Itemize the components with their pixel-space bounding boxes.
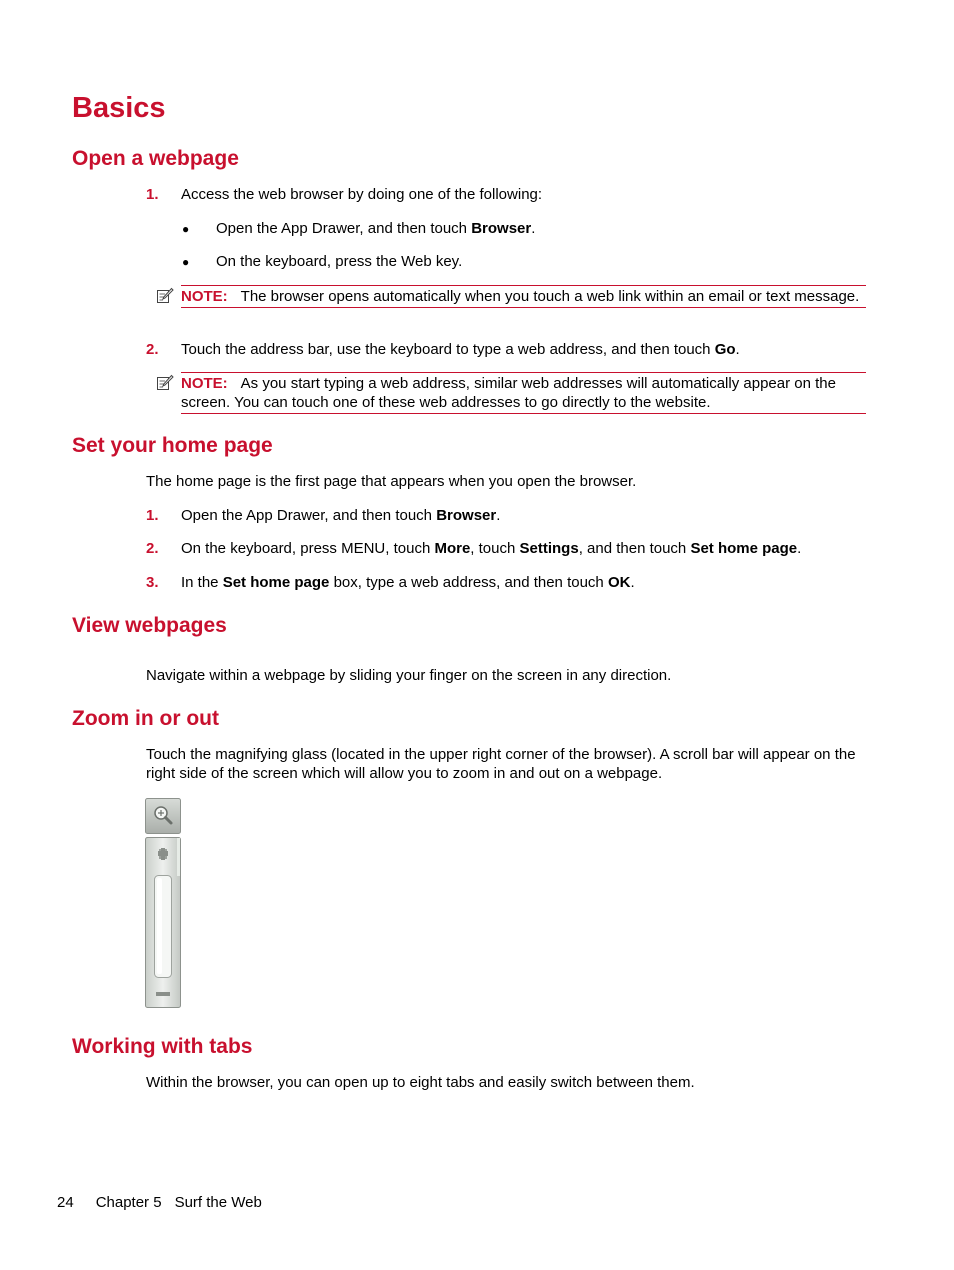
bullet-dot: ● bbox=[182, 255, 190, 269]
note-text: The browser opens automatically when you touch a web link within an email or text message. bbox=[240, 288, 860, 305]
body-text: Within the browser, you can open up to eight tabs and easily switch between them. bbox=[146, 1074, 695, 1091]
step-number: 1. bbox=[146, 507, 159, 524]
chapter-title: Surf the Web bbox=[174, 1194, 262, 1211]
intro-text: The home page is the first page that appears when you open the browser. bbox=[146, 473, 637, 490]
note-label: NOTE: bbox=[181, 375, 228, 392]
bullet-item: On the keyboard, press the Web key. bbox=[216, 253, 463, 270]
note-text: As you start typing a web address, similar web addresses will automatically appear on the screen. You can touch one of these web addresses to go directly to the website. bbox=[181, 375, 836, 411]
bullet-item: Open the App Drawer, and then touch Browser. bbox=[216, 220, 536, 237]
slider-rail bbox=[155, 876, 172, 978]
step-text: On the keyboard, press MENU, touch More, touch Settings, and then touch Set home page. bbox=[181, 540, 802, 557]
zoom-control-illustration bbox=[145, 798, 182, 1015]
step-text: In the Set home page box, type a web address, and then touch OK. bbox=[181, 574, 635, 591]
step-text: Open the App Drawer, and then touch Browser. bbox=[181, 507, 501, 524]
body-text: Touch the magnifying glass (located in the upper right corner of the browser). A scroll bar will appear on the right side of the screen which will allow you to zoom in and out on a webpage. bbox=[146, 746, 856, 782]
step-number: 1. bbox=[146, 186, 159, 203]
page-number: 24 bbox=[57, 1194, 74, 1211]
note-box bbox=[181, 372, 866, 414]
magnifier-button bbox=[146, 799, 181, 834]
step-number: 2. bbox=[146, 540, 159, 557]
heading-home-page: Set your home page bbox=[72, 434, 273, 457]
note-icon bbox=[156, 287, 174, 310]
page-footer bbox=[57, 1193, 262, 1212]
page-title: Basics bbox=[72, 92, 166, 124]
note-icon bbox=[156, 374, 174, 397]
bullet-dot: ● bbox=[182, 222, 190, 236]
heading-tabs: Working with tabs bbox=[72, 1035, 253, 1058]
body-text: Navigate within a webpage by sliding your finger on the screen in any direction. bbox=[146, 667, 672, 684]
step-text: Access the web browser by doing one of the following: bbox=[181, 186, 543, 203]
step-number: 2. bbox=[146, 341, 159, 358]
heading-zoom: Zoom in or out bbox=[72, 707, 219, 730]
step-number: 3. bbox=[146, 574, 159, 591]
plus-icon bbox=[158, 848, 168, 860]
note-box bbox=[181, 285, 866, 308]
chapter-label: Chapter 5 bbox=[95, 1194, 162, 1211]
minus-icon bbox=[156, 992, 170, 996]
heading-open-webpage: Open a webpage bbox=[72, 147, 239, 170]
step-text: Touch the address bar, use the keyboard to type a web address, and then touch Go. bbox=[181, 341, 740, 358]
heading-view-webpages: View webpages bbox=[72, 614, 227, 637]
note-label: NOTE: bbox=[181, 288, 228, 305]
